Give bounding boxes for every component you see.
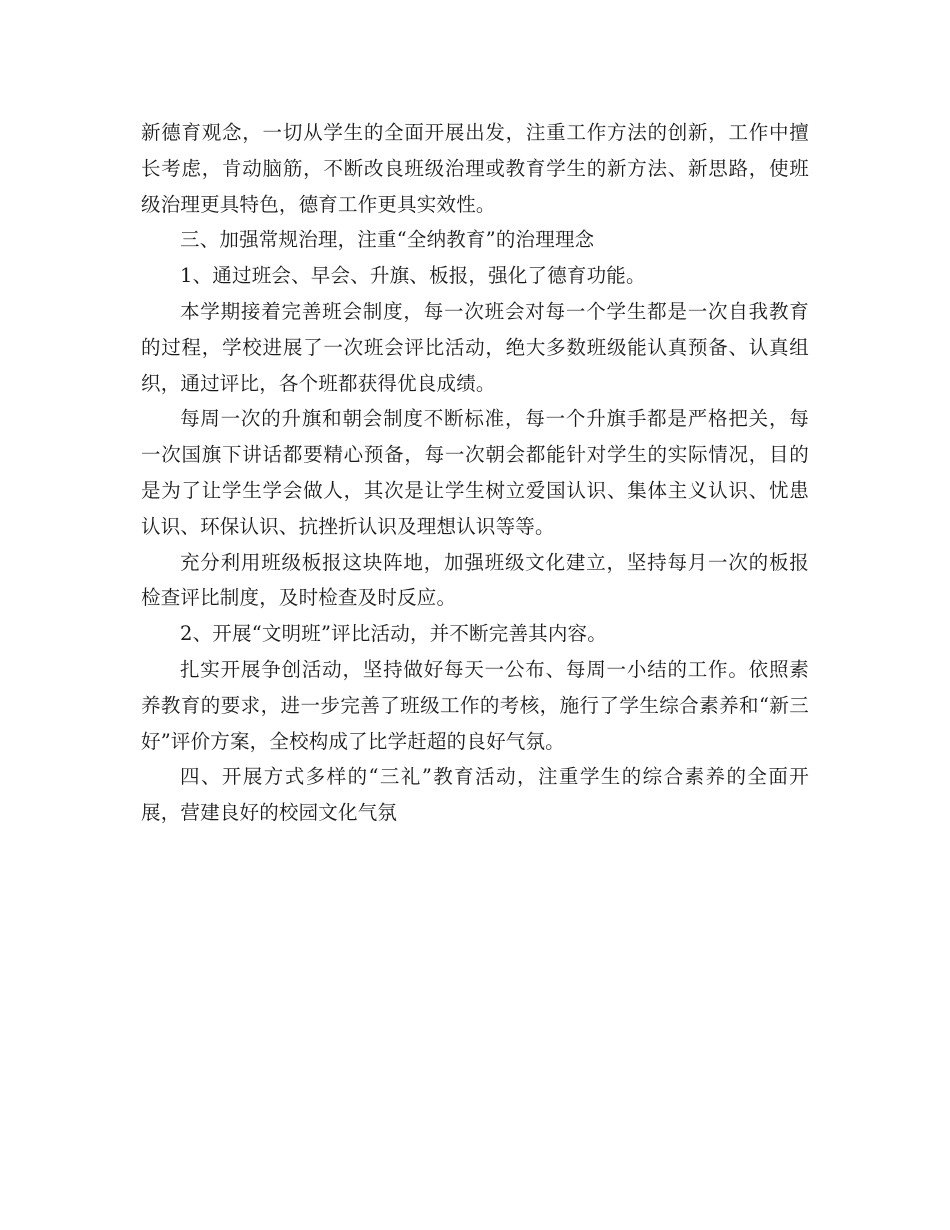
paragraph-blackboard: 充分利用班级板报这块阵地，加强班级文化建立，坚持每月一次的板报检查评比制度，及时检查及时反应。	[141, 550, 809, 610]
paragraph-flag-raising: 每周一次的升旗和朝会制度不断标准，每一个升旗手都是严格把关，每一次国旗下讲话都要精心预备，每一次朝会都能针对学生的实际情况，目的是为了让学生学会做人，其次是让学生树立爱国认识、集体主义认识、忧患认识、环保认识、抗挫折认识及理想认识等等。	[141, 407, 809, 538]
paragraph-class-meeting: 本学期接着完善班会制度，每一次班会对每一个学生都是一次自我教育的过程，学校进展了一次班会评比活动，绝大多数班级能认真预备、认真组织，通过评比，各个班都获得优良成绩。	[141, 299, 809, 395]
paragraph-civilized-class: 扎实开展争创活动，坚持做好每天一公布、每周一小结的工作。依照素养教育的要求，进一步完善了班级工作的考核，施行了学生综合素养和“新三好”评价方案，全校构成了比学赶超的良好气氛。	[141, 657, 809, 753]
section-heading-3: 三、加强常规治理，注重“全纳教育”的治理理念	[180, 228, 595, 252]
paragraph-continuation: 新德育观念，一切从学生的全面开展出发，注重工作方法的创新，工作中擅长考虑，肯动脑筋，不断改良班级治理或教育学生的新方法、新思路，使班级治理更具特色，德育工作更具实效性。	[141, 121, 809, 216]
section-heading-4: 四、开展方式多样的“三礼”教育活动，注重学生的综合素养的全面开展，营建良好的校园文化气氛	[141, 765, 809, 825]
subheading-2: 2、开展“文明班”评比活动，并不断完善其内容。	[180, 622, 607, 646]
document-body	[141, 115, 809, 831]
subheading-1: 1、通过班会、早会、升旗、板报，强化了德育功能。	[180, 264, 646, 288]
